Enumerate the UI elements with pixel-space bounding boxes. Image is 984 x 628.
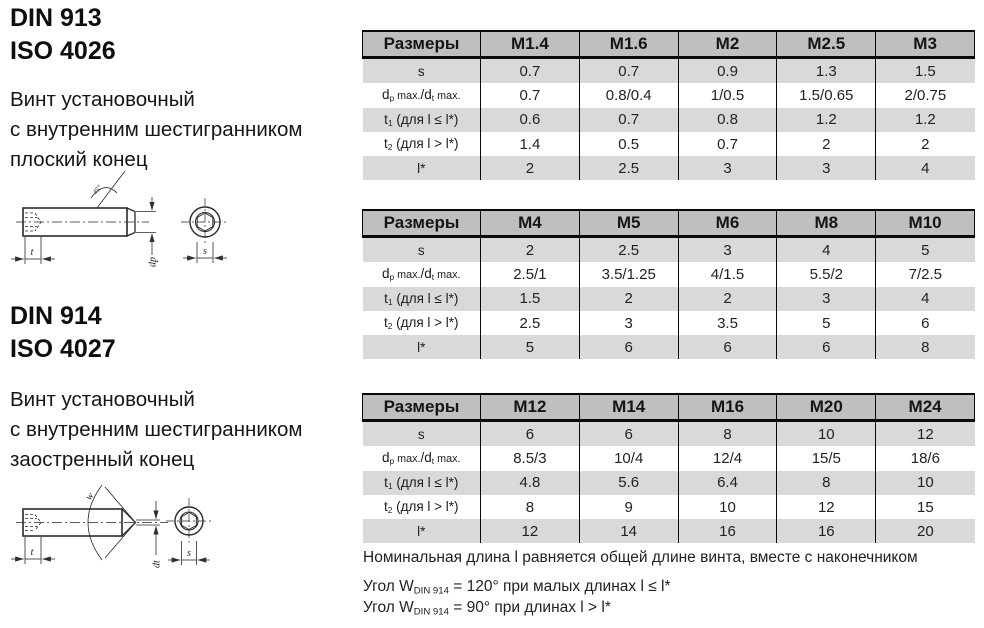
dimension-value-cell: 4/1.5 bbox=[678, 262, 777, 286]
subscript-text: DIN 914 bbox=[413, 585, 449, 597]
dimension-value-cell: 12 bbox=[481, 519, 580, 543]
dimension-value-cell: 6 bbox=[579, 421, 678, 447]
text-segment: /d bbox=[420, 450, 432, 466]
text-segment: (для l > l*) bbox=[392, 499, 459, 514]
dimension-value-cell: 2 bbox=[876, 132, 975, 156]
size-column-header: M14 bbox=[579, 394, 678, 421]
table-row bbox=[363, 287, 975, 311]
row-parameter-label bbox=[363, 311, 481, 335]
dimensions-table bbox=[362, 209, 975, 359]
dimension-value-cell: 15 bbox=[876, 495, 975, 519]
dimension-value-cell: 2 bbox=[481, 237, 580, 263]
size-column-header: M2.5 bbox=[777, 31, 876, 58]
table-row bbox=[363, 58, 975, 84]
dimension-value-cell: 12 bbox=[777, 495, 876, 519]
table-row bbox=[363, 471, 975, 495]
row-parameter-label bbox=[363, 83, 481, 107]
sizes-corner-header: Размеры bbox=[363, 394, 481, 421]
dimension-value-cell: 10 bbox=[876, 471, 975, 495]
dimensions-table-medium-sizes bbox=[362, 209, 975, 359]
text-segment: Номинальная длина l равняется общей длине винта, вместе с наконечником bbox=[363, 549, 918, 566]
dimension-value-cell: 2/0.75 bbox=[876, 83, 975, 107]
dimension-value-cell: 2.5 bbox=[579, 156, 678, 180]
text-segment: (для l > l*) bbox=[392, 315, 459, 330]
dimension-value-cell: 4 bbox=[876, 287, 975, 311]
row-parameter-label bbox=[363, 471, 481, 495]
description-line: заостренный конец bbox=[10, 448, 195, 471]
dimension-value-cell: 1.4 bbox=[481, 132, 580, 156]
cone-point-screw-drawing bbox=[8, 483, 263, 603]
dimension-value-cell: 4.8 bbox=[481, 471, 580, 495]
text-segment: d bbox=[381, 87, 390, 103]
point-angle-label: w bbox=[83, 490, 97, 503]
dimension-value-cell: 2 bbox=[777, 132, 876, 156]
dimension-value-cell: 8 bbox=[678, 421, 777, 447]
row-parameter-label bbox=[363, 335, 481, 359]
subscript-text: DIN 914 bbox=[413, 606, 449, 618]
dimension-value-cell: 0.7 bbox=[579, 58, 678, 84]
dimension-value-cell: 8.5/3 bbox=[481, 446, 580, 470]
text-segment: t bbox=[384, 111, 388, 127]
text-segment: t bbox=[383, 499, 388, 514]
dimension-value-cell: 6 bbox=[777, 335, 876, 359]
dimension-value-cell: 6.4 bbox=[678, 471, 777, 495]
size-column-header: M20 bbox=[777, 394, 876, 421]
text-segment: s bbox=[417, 242, 425, 258]
dimension-value-cell: 3 bbox=[777, 156, 876, 180]
text-segment: max. bbox=[394, 269, 421, 282]
dimension-label-dt: dt bbox=[151, 560, 163, 568]
text-segment: (для l > l*) bbox=[392, 136, 459, 151]
note-nominal-length bbox=[363, 549, 918, 567]
text-segment: /d bbox=[420, 266, 432, 282]
sizes-corner-header: Размеры bbox=[363, 31, 481, 58]
dimension-label-s: s bbox=[203, 246, 207, 257]
dimension-value-cell: 5.5/2 bbox=[777, 262, 876, 286]
dimensions-table bbox=[362, 393, 975, 543]
subscript-text: t bbox=[431, 93, 435, 104]
note-angle-90 bbox=[363, 599, 611, 617]
text-segment: max. bbox=[394, 90, 421, 103]
table-header-row bbox=[363, 210, 975, 237]
table-row bbox=[363, 237, 975, 263]
dimension-value-cell: 1.2 bbox=[777, 108, 876, 132]
dimension-value-cell: 2 bbox=[678, 287, 777, 311]
dimension-value-cell: 0.7 bbox=[678, 132, 777, 156]
dimension-value-cell: 20 bbox=[876, 519, 975, 543]
text-segment: (для l ≤ l*) bbox=[392, 290, 459, 306]
row-parameter-label bbox=[363, 495, 481, 519]
text-segment: l* bbox=[417, 523, 426, 539]
text-segment: d bbox=[381, 266, 390, 282]
dimension-value-cell: 2.5/1 bbox=[481, 262, 580, 286]
row-parameter-label bbox=[363, 108, 481, 132]
text-segment: t bbox=[383, 315, 388, 330]
table-header-row bbox=[363, 31, 975, 58]
subscript-text: p bbox=[389, 272, 395, 283]
dimension-value-cell: 1/0.5 bbox=[678, 83, 777, 107]
dimension-value-cell: 3 bbox=[678, 237, 777, 263]
subscript-text: 1 bbox=[387, 480, 393, 491]
description-din913 bbox=[10, 85, 303, 175]
text-segment: t bbox=[384, 290, 388, 306]
text-segment: Угол W bbox=[363, 599, 414, 616]
dimension-value-cell: 2 bbox=[579, 287, 678, 311]
text-segment: d bbox=[381, 450, 390, 466]
table-row bbox=[363, 83, 975, 107]
text-segment: (для l ≤ l*) bbox=[392, 474, 459, 490]
dimension-value-cell: 5 bbox=[876, 237, 975, 263]
dimension-value-cell: 4 bbox=[876, 156, 975, 180]
table-row bbox=[363, 132, 975, 156]
size-column-header: M1.6 bbox=[579, 31, 678, 58]
dimension-value-cell: 7/2.5 bbox=[876, 262, 975, 286]
dimension-value-cell: 0.8/0.4 bbox=[579, 83, 678, 107]
table-row bbox=[363, 108, 975, 132]
standard-line: DIN 914 bbox=[10, 302, 102, 330]
dimension-value-cell: 1.5 bbox=[876, 58, 975, 84]
dimension-value-cell: 3 bbox=[678, 156, 777, 180]
text-segment: l* bbox=[417, 339, 426, 355]
text-segment: max. bbox=[434, 90, 461, 103]
dimension-value-cell: 8 bbox=[481, 495, 580, 519]
dimension-value-cell: 10 bbox=[678, 495, 777, 519]
description-line: с внутренним шестигранником bbox=[10, 118, 303, 141]
subscript-text: 2 bbox=[387, 321, 393, 332]
dimension-value-cell: 1.5/0.65 bbox=[777, 83, 876, 107]
size-column-header: M12 bbox=[481, 394, 580, 421]
text-segment: max. bbox=[434, 269, 461, 282]
dimension-value-cell: 10/4 bbox=[579, 446, 678, 470]
text-segment: = 90° при длинах l > l* bbox=[448, 599, 611, 616]
dimension-value-cell: 6 bbox=[579, 335, 678, 359]
dimension-label-s: s bbox=[187, 548, 191, 559]
row-parameter-label bbox=[363, 421, 481, 447]
dimension-value-cell: 0.9 bbox=[678, 58, 777, 84]
text-segment: Угол W bbox=[363, 578, 414, 595]
dimension-value-cell: 12/4 bbox=[678, 446, 777, 470]
subscript-text: t bbox=[431, 272, 435, 283]
table-row bbox=[363, 421, 975, 447]
size-column-header: M2 bbox=[678, 31, 777, 58]
dimension-value-cell: 16 bbox=[777, 519, 876, 543]
size-column-header: M3 bbox=[876, 31, 975, 58]
table-row bbox=[363, 335, 975, 359]
table-header-row bbox=[363, 394, 975, 421]
size-column-header: M8 bbox=[777, 210, 876, 237]
size-column-header: M10 bbox=[876, 210, 975, 237]
subscript-text: t bbox=[431, 456, 435, 467]
dimension-value-cell: 4 bbox=[777, 237, 876, 263]
dimension-value-cell: 15/5 bbox=[777, 446, 876, 470]
dimension-label-t: t bbox=[30, 247, 34, 258]
dimension-label-dp: dp bbox=[147, 257, 159, 267]
row-parameter-label bbox=[363, 446, 481, 470]
dimension-value-cell: 2.5 bbox=[481, 311, 580, 335]
text-segment: (для l ≤ l*) bbox=[392, 111, 459, 127]
size-column-header: M16 bbox=[678, 394, 777, 421]
table-row bbox=[363, 262, 975, 286]
subscript-text: 2 bbox=[387, 505, 393, 516]
dimension-value-cell: 3 bbox=[777, 287, 876, 311]
text-segment: max. bbox=[434, 453, 461, 466]
dimension-label-t: t bbox=[30, 547, 34, 558]
text-segment: /d bbox=[420, 87, 432, 103]
row-parameter-label bbox=[363, 156, 481, 180]
text-segment: = 120° при малых длинах l ≤ l* bbox=[448, 578, 671, 595]
standard-heading-din913 bbox=[10, 2, 116, 68]
text-segment: s bbox=[417, 63, 425, 79]
dimension-value-cell: 2.5 bbox=[579, 237, 678, 263]
dimension-value-cell: 5.6 bbox=[579, 471, 678, 495]
dimension-value-cell: 14 bbox=[579, 519, 678, 543]
dimension-value-cell: 5 bbox=[481, 335, 580, 359]
dimension-value-cell: 0.7 bbox=[481, 58, 580, 84]
size-column-header: M6 bbox=[678, 210, 777, 237]
table-row bbox=[363, 311, 975, 335]
dimension-value-cell: 10 bbox=[777, 421, 876, 447]
dimension-value-cell: 6 bbox=[876, 311, 975, 335]
subscript-text: 1 bbox=[387, 117, 393, 128]
dimension-value-cell: 5 bbox=[777, 311, 876, 335]
dimensions-table-small-sizes bbox=[362, 30, 975, 180]
subscript-text: p bbox=[389, 456, 395, 467]
row-parameter-label bbox=[363, 519, 481, 543]
dimension-value-cell: 9 bbox=[579, 495, 678, 519]
table-row bbox=[363, 495, 975, 519]
description-line: Винт установочный bbox=[10, 88, 195, 111]
row-parameter-label bbox=[363, 237, 481, 263]
dimension-value-cell: 1.2 bbox=[876, 108, 975, 132]
dimensions-table-large-sizes bbox=[362, 393, 975, 543]
text-segment: t bbox=[383, 136, 388, 151]
standard-line: ISO 4027 bbox=[10, 335, 116, 363]
dimension-value-cell: 6 bbox=[678, 335, 777, 359]
dimension-value-cell: 0.8 bbox=[678, 108, 777, 132]
dimension-value-cell: 0.5 bbox=[579, 132, 678, 156]
table-row bbox=[363, 519, 975, 543]
dimension-value-cell: 16 bbox=[678, 519, 777, 543]
dimension-value-cell: 0.6 bbox=[481, 108, 580, 132]
dimension-value-cell: 6 bbox=[481, 421, 580, 447]
dimension-value-cell: 0.7 bbox=[481, 83, 580, 107]
dimension-value-cell: 3.5/1.25 bbox=[579, 262, 678, 286]
subscript-text: 2 bbox=[387, 142, 393, 153]
text-segment: max. bbox=[394, 453, 421, 466]
flat-point-screw-drawing bbox=[8, 167, 258, 279]
row-parameter-label bbox=[363, 132, 481, 156]
table-row bbox=[363, 156, 975, 180]
text-segment: t bbox=[384, 474, 388, 490]
dimension-value-cell: 2 bbox=[481, 156, 580, 180]
description-line: плоский конец bbox=[10, 148, 148, 171]
standard-heading-din914 bbox=[10, 300, 116, 366]
description-line: Винт установочный bbox=[10, 388, 195, 411]
row-parameter-label bbox=[363, 262, 481, 286]
dimension-value-cell: 18/6 bbox=[876, 446, 975, 470]
dimension-value-cell: 12 bbox=[876, 421, 975, 447]
dimension-value-cell: 3.5 bbox=[678, 311, 777, 335]
size-column-header: M4 bbox=[481, 210, 580, 237]
size-column-header: M5 bbox=[579, 210, 678, 237]
sizes-corner-header: Размеры bbox=[363, 210, 481, 237]
description-line: с внутренним шестигранником bbox=[10, 418, 303, 441]
dimension-value-cell: 8 bbox=[876, 335, 975, 359]
subscript-text: 1 bbox=[387, 296, 393, 307]
dimension-value-cell: 0.7 bbox=[579, 108, 678, 132]
note-angle-120 bbox=[363, 578, 671, 596]
row-parameter-label bbox=[363, 287, 481, 311]
chamfer-angle-label: 45° bbox=[91, 183, 104, 197]
size-column-header: M24 bbox=[876, 394, 975, 421]
description-din914 bbox=[10, 385, 303, 475]
subscript-text: p bbox=[389, 93, 395, 104]
dimension-value-cell: 8 bbox=[777, 471, 876, 495]
row-parameter-label bbox=[363, 58, 481, 84]
dimensions-table bbox=[362, 30, 975, 180]
table-row bbox=[363, 446, 975, 470]
text-segment: l* bbox=[417, 160, 426, 176]
standard-line: DIN 913 bbox=[10, 4, 102, 32]
dimension-value-cell: 3 bbox=[579, 311, 678, 335]
dimension-value-cell: 1.5 bbox=[481, 287, 580, 311]
text-segment: s bbox=[417, 426, 425, 442]
size-column-header: M1.4 bbox=[481, 31, 580, 58]
standard-line: ISO 4026 bbox=[10, 37, 116, 65]
dimension-value-cell: 1.3 bbox=[777, 58, 876, 84]
